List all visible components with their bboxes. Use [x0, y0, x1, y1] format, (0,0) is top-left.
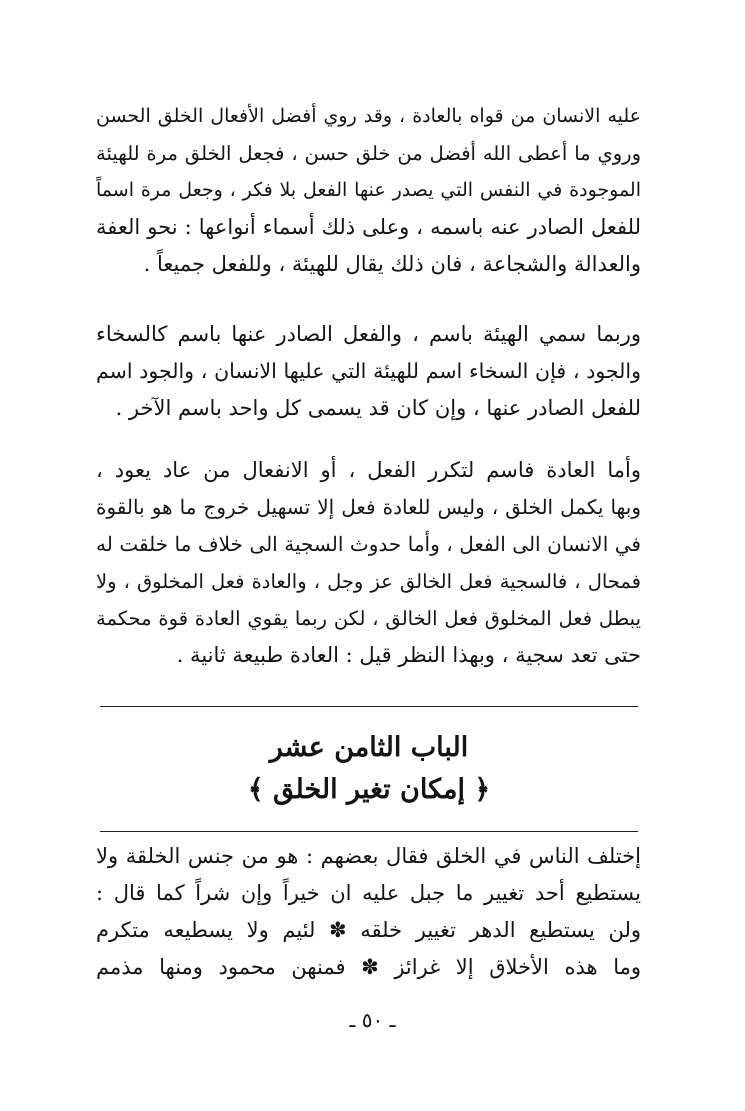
paragraph-1	[96, 98, 641, 283]
poem-verse: وما هذه الأخلاق إلا غرائز ✽ فمنهن محمود ومنها مذمم	[96, 955, 641, 979]
divider-bottom	[100, 831, 638, 832]
paragraph-2	[96, 316, 641, 427]
text-line: وربما سمي الهيئة باسم ، والفعل الصادر عنها باسم كالسخاء	[96, 322, 641, 346]
chapter-heading: الباب الثامن عشر	[269, 732, 469, 763]
text-line: للفعل الصادر عنها ، وإن كان قد يسمى كل واحد باسم الآخر .	[115, 396, 641, 420]
page-number: ـ ٥٠ ـ	[349, 1008, 396, 1032]
text-line: يستطيع أحد تغيير ما جبل عليه ان خيراً وإن شراً كما قال :	[96, 881, 641, 905]
paragraph-3	[96, 452, 641, 674]
text-line: وأما العادة فاسم لتكرر الفعل ، أو الانفعال من عاد يعود ،	[96, 458, 641, 482]
text-line: والعدالة والشجاعة ، فان ذلك يقال للهيئة ، وللفعل جميعاً .	[143, 252, 641, 276]
chapter-title: ﴿ إمكان تغير الخلق ﴾	[247, 774, 491, 805]
text-line: حتى تعد سجية ، وبهذا النظر قيل : العادة طبيعة ثانية .	[176, 643, 641, 667]
text-line: عليه الانسان من قواه بالعادة ، وقد روي أفضل الأفعال الخلق الحسن	[96, 105, 641, 127]
divider-top	[100, 706, 638, 707]
text-line: للفعل الصادر عنه باسمه ، وعلى ذلك أسماء أنواعها : نحو العفة	[96, 215, 641, 239]
text-line: يبطل فعل المخلوق فعل الخالق ، لكن ربما يقوي العادة قوة محكمة	[96, 607, 641, 630]
text-line: في الانسان الى الفعل ، وأما حدوث السجية الى خلاف ما خلقت له	[96, 532, 641, 556]
text-line: الموجودة في النفس التي يصدر عنها الفعل بلا فكر ، وجعل مرة اسماً	[96, 179, 641, 201]
text-line: فمحال ، فالسجية فعل الخالق عز وجل ، والعادة فعل المخلوق ، ولا	[96, 570, 641, 593]
text-line: إختلف الناس في الخلق فقال بعضهم : هو من جنس الخلقة ولا	[96, 844, 641, 868]
poem-verse: ولن يستطيع الدهر تغيير خلقه ✽ لئيم ولا يسطيعه متكرم	[96, 918, 641, 942]
text-line: وروي ما أعطى الله أفضل من خلق حسن ، فجعل الخلق مرة للهيئة	[96, 142, 641, 165]
section-paragraph	[96, 838, 641, 986]
text-line: والجود ، فإن السخاء اسم للهيئة التي عليها الانسان ، والجود اسم	[96, 359, 641, 383]
text-line: وبها يكمل الخلق ، وليس للعادة فعل إلا تسهيل خروج ما هو بالقوة	[96, 495, 641, 519]
